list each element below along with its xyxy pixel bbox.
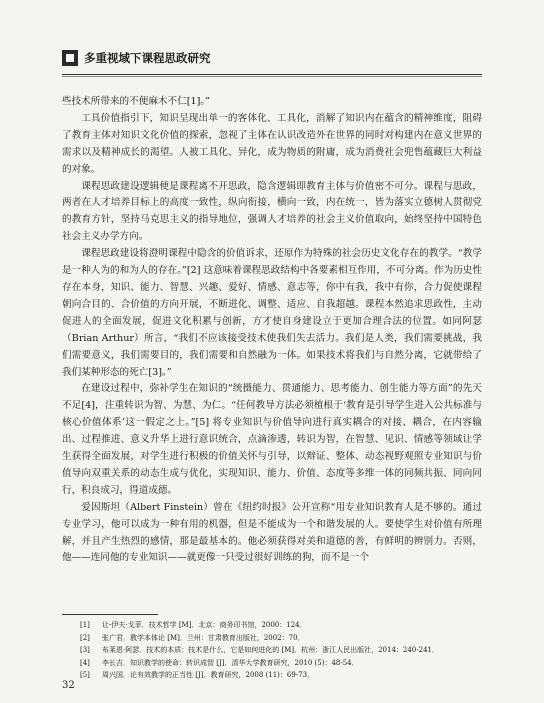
footnote-number: [3] — [80, 646, 90, 655]
footnote-number: [1] — [80, 621, 90, 629]
footnote-text: 让-伊夫·戈菲．技术哲学 [M]．北京：商务印书馆，2000：124． — [102, 621, 307, 629]
footnote-text: 布莱恩·阿瑟．技术的本质：技术是什么，它是如何进化的 [M]．杭州：浙江人民出版社，2014：240-241． — [102, 646, 439, 655]
footnote — [80, 644, 480, 657]
footnote-rule — [62, 614, 158, 615]
paragraph: 课程思政建设将澄明课程中隐含的价值诉求，还原作为特殊的社会历史文化存在的教学。“教学是一种人为的和为人的存在。”[2] 这意味着课程思政结构中各要素相互作用，不可分离。作为历史性存在本身，知识、能力、智慧、兴趣、爱好、情感、意志等，你中有我，我中有你，合力促使课程朝向合目的、合价值的方向开展，不断进化、调整、适应、自我超越。课程本然追求思政性，主动促进人的全面发展，促进文化积累与创新，方才使自身建设立于更加合理合法的位置。如同阿瑟（Brian Arthur）所言，“我们不应该接受技术使我们失去活力。我们是人类，我们需要挑战，我们需要意义，我们需要目的，我们需要和自然融为一体。如果技术将我们与自然分离，它就带给了我们某种形态的死亡[3]。” — [62, 248, 482, 378]
footnote — [80, 669, 480, 682]
footnote — [80, 632, 480, 645]
footnote-number: [2] — [80, 633, 90, 642]
header-title: 多重视域下课程思政研究 — [84, 51, 211, 65]
header-rule-thin — [62, 76, 482, 77]
footnote-text: 周兴国．论有效教学的正当性 [J]．教育研究，2008 (11)：69-73． — [102, 671, 315, 680]
footnote-number: [5] — [80, 671, 90, 680]
header-rule — [62, 74, 482, 75]
body-text — [62, 94, 482, 567]
footnote-text: 张广君．教学本体论 [M]．兰州：甘肃教育出版社，2002：70． — [102, 633, 305, 642]
page-number: 32 — [62, 680, 75, 691]
paragraph: 爱因斯坦（Albert Finstein）曾在《纽约时报》公开宣称“用专业知识教育人是不够的。通过专业学习，他可以成为一种有用的机器，但是不能成为一个和谐发展的人。要使学生对价值有所理解，并且产生热烈的感情，那是最基本的。他必须获得对美和道德的善，有鲜明的辨别力。否则，他——连同他的专业知识——就更像一只受过很好训练的狗，而不是一个 — [62, 501, 482, 564]
paragraph: 在建设过程中，弥补学生在知识的“统摄能力、贯通能力、思考能力、创生能力等方面”的先天不足[4]，注重转识为智、为慧、为仁。“任何教导方法必须植根于‘教育是引导学生进入公共标准与核心价值体系’这一假定之上。”[5] 将专业知识与价值导向进行真实耦合的对接、耦合，在内容输出、过程推进、意义升华上进行意识统合，点滴渗透，转识为智，在智慧、见识、情感等领域让学生获得全面发展，对学生进行积极的价值关怀与引导，以辩证、整体、动态视野观照专业知识与价值导向双重关系的动态生成与优化，实现知识、能力、价值、态度等多维一体的同频共振、同向同行，积良成习，得道成德。 — [62, 383, 482, 496]
footnote-number: [4] — [80, 658, 90, 667]
paragraph: 工具价值指引下，知识呈现出单一的客体化、工具化，消解了知识内在蕴含的精神维度，阻碍了教育主体对知识文化价值的探索，忽视了主体在认识改造外在世界的同时对构建内在意义世界的需求以及精神成长的渴望。人被工具化、异化，成为物质的附庸，成为消费社会兜售蕴藏巨大利益的对象。 — [62, 112, 482, 175]
footnote-text: 李长吉．知识教学的使命：转识成智 [J]．清华大学教育研究，2010 (5)：48-54． — [102, 658, 359, 667]
paragraph: 些技术所带来的不便麻木不仁[1]。” — [62, 96, 211, 107]
paragraph: 课程思政建设逻辑便是课程离不开思政，隐含逻辑即教育主体与价值密不可分。课程与思政，两者在人才培养目标上的高度一致性，纵向衔接，横向一致，内在统一，皆为落实立德树人贯彻党的教育方针，坚持马克思主义的指导地位，强调人才培养的社会主义价值取向，始终坚持中国特色社会主义办学方向。 — [62, 180, 482, 243]
header-square-icon — [62, 50, 78, 66]
footnotes — [80, 619, 480, 682]
footnote — [80, 657, 480, 670]
footnote — [80, 619, 480, 632]
